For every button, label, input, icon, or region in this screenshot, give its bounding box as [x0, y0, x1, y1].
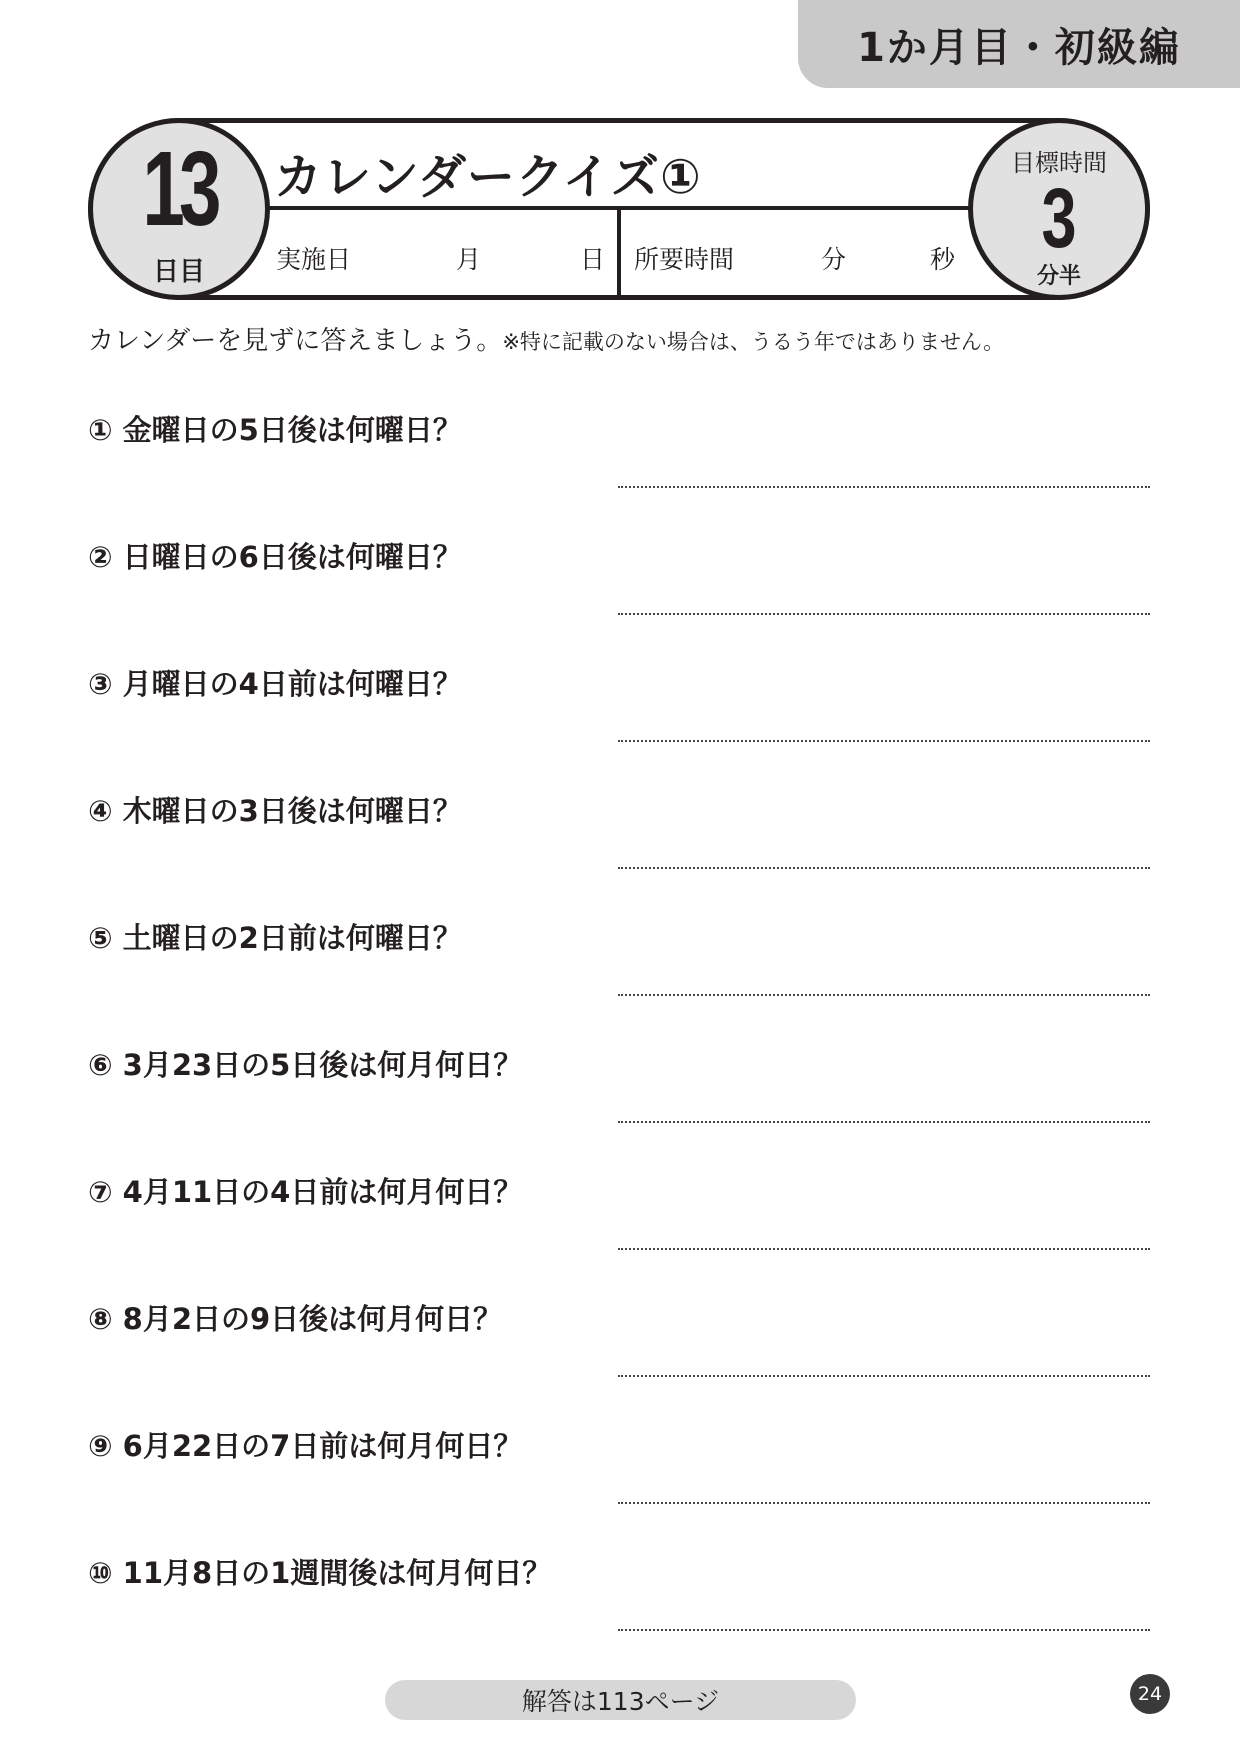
date-month-field[interactable]: 月	[456, 245, 482, 274]
question-text: ④ 木曜日の3日後は何曜日？	[88, 794, 462, 828]
instruction-note: ※特に記載のない場合は、うるう年ではありません。	[502, 330, 1005, 354]
answer-line[interactable]	[618, 740, 1150, 742]
target-time-label: 目標時間	[1011, 149, 1107, 177]
date-label: 実施日	[276, 245, 352, 274]
answer-line[interactable]	[618, 1629, 1150, 1631]
question-text: ⑩ 11月8日の1週間後は何月何日？	[88, 1556, 552, 1590]
answer-line[interactable]	[618, 613, 1150, 615]
time-taken-label: 所要時間	[634, 245, 735, 274]
question-text: ② 日曜日の6日後は何曜日？	[88, 540, 462, 574]
time-minutes-field[interactable]: 分	[821, 245, 847, 274]
page-number	[1130, 1674, 1170, 1714]
answer-line[interactable]	[618, 994, 1150, 996]
question-item	[88, 1297, 1150, 1387]
question-text: ⑥ 3月23日の5日後は何月何日？	[88, 1048, 523, 1082]
question-text: ⑧ 8月2日の9日後は何月何日？	[88, 1302, 503, 1336]
section-tab-label: 1か月目・初級編	[857, 24, 1181, 71]
target-time-unit: 分半	[1036, 264, 1081, 289]
question-item	[88, 535, 1150, 625]
instruction-main: カレンダーを見ずに答えましょう。	[88, 326, 503, 356]
answer-reference-label: 解答は113ページ	[521, 1687, 720, 1716]
question-item	[88, 916, 1150, 1006]
answer-line[interactable]	[618, 1375, 1150, 1377]
worksheet-header	[88, 118, 1150, 300]
date-day-field[interactable]: 日	[580, 245, 606, 274]
question-item	[88, 789, 1150, 879]
question-item	[88, 1424, 1150, 1514]
target-time-value: 3	[1041, 171, 1077, 265]
question-text: ⑦ 4月11日の4日前は何月何日？	[88, 1175, 523, 1209]
answer-line[interactable]	[618, 1248, 1150, 1250]
question-text: ① 金曜日の5日後は何曜日？	[88, 413, 462, 447]
question-item	[88, 1170, 1150, 1260]
header-divider-vertical	[617, 206, 621, 300]
question-item	[88, 1551, 1150, 1641]
question-item	[88, 662, 1150, 752]
answer-line[interactable]	[618, 486, 1150, 488]
question-text: ⑤ 土曜日の2日前は何曜日？	[88, 921, 462, 955]
question-text: ⑨ 6月22日の7日前は何月何日？	[88, 1429, 523, 1463]
time-seconds-field[interactable]: 秒	[930, 245, 956, 274]
instruction	[88, 320, 1004, 357]
answer-line[interactable]	[618, 1502, 1150, 1504]
answer-reference	[385, 1680, 856, 1720]
answer-line[interactable]	[618, 867, 1150, 869]
question-item	[88, 408, 1150, 498]
day-badge	[88, 118, 270, 300]
target-time-badge	[968, 118, 1150, 300]
page-number-label: 24	[1137, 1683, 1163, 1705]
answer-line[interactable]	[618, 1121, 1150, 1123]
page-title: カレンダークイズ①	[274, 149, 702, 205]
section-tab	[798, 0, 1240, 88]
question-item	[88, 1043, 1150, 1133]
question-text: ③ 月曜日の4日前は何曜日？	[88, 667, 462, 701]
day-number: 13	[142, 130, 216, 248]
day-unit: 日目	[152, 257, 205, 287]
